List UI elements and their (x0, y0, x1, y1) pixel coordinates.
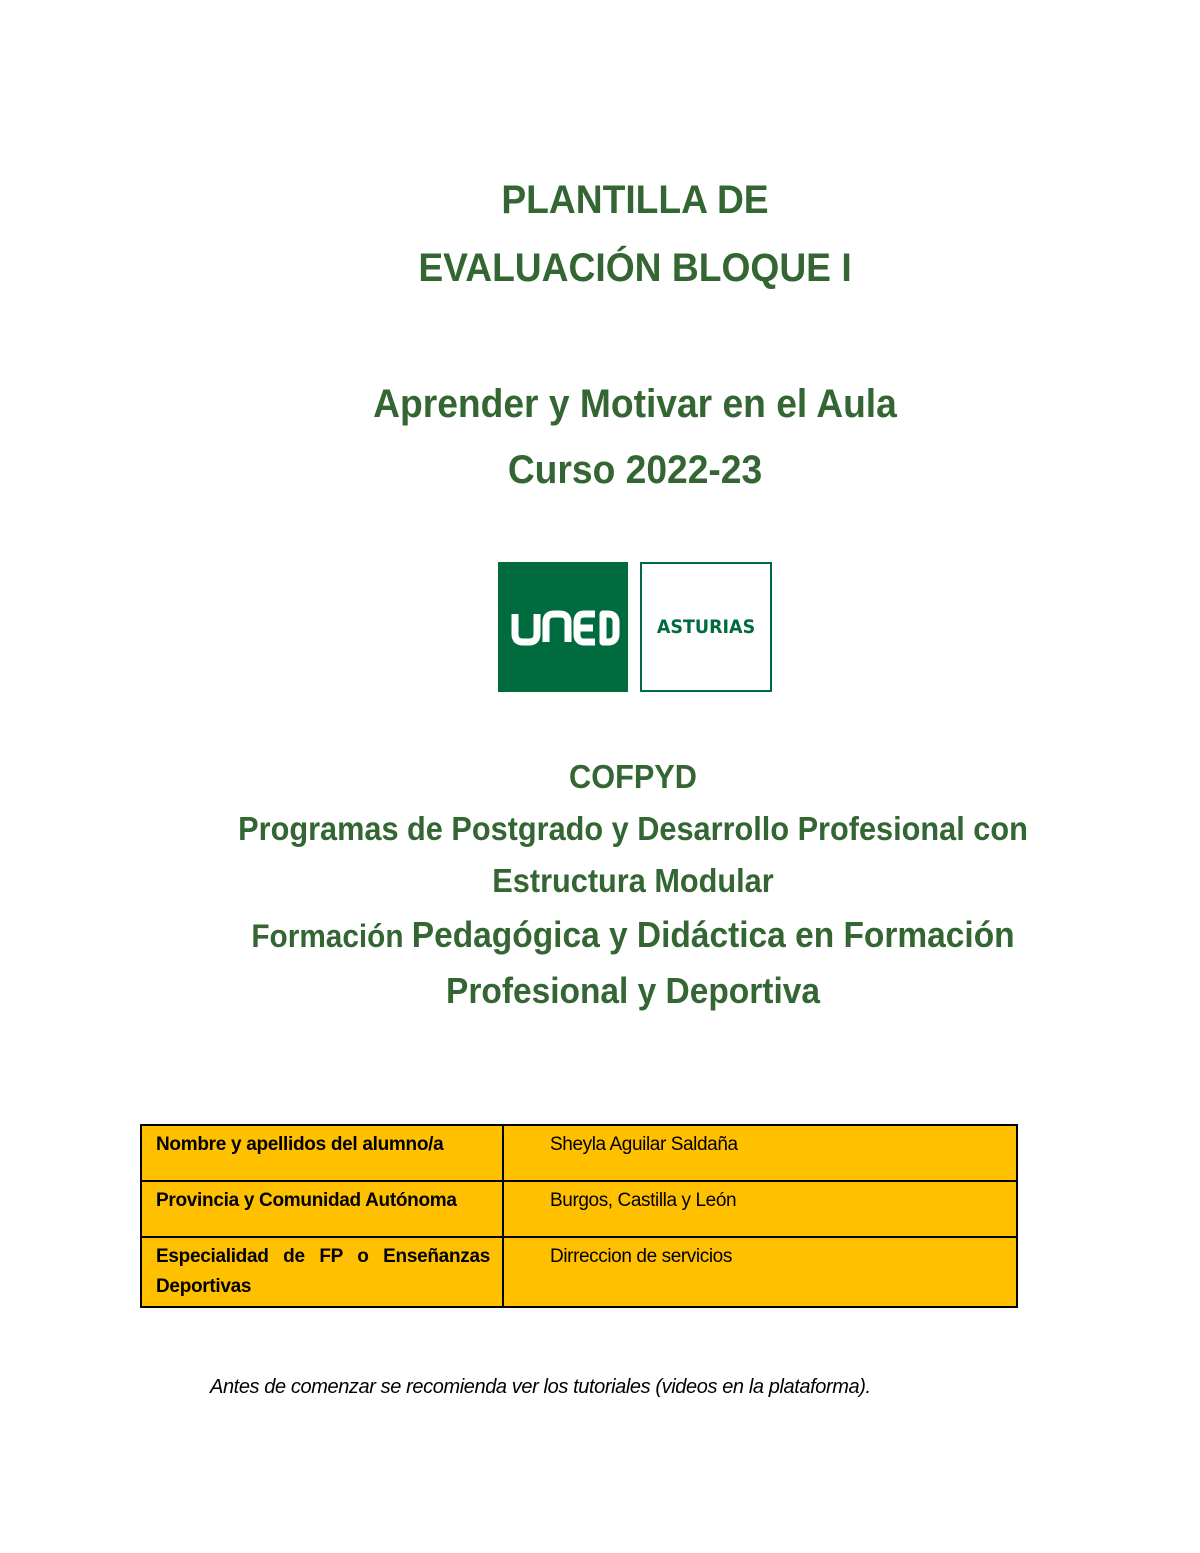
specialty-label: Especialidad de FP o Enseñanzas Deportivas (141, 1237, 503, 1307)
program-acronym: COFPYD (569, 758, 697, 795)
student-name-value: Sheyla Aguilar Saldaña (503, 1125, 1017, 1181)
course-year: Curso 2022-23 (507, 448, 763, 492)
province-value: Burgos, Castilla y León (503, 1181, 1017, 1237)
uned-wordmark-icon (498, 562, 628, 692)
program-line-3 (44, 914, 1200, 956)
table-row (141, 1125, 1017, 1181)
asturias-logo-block (640, 562, 772, 692)
uned-asturias-logo (498, 562, 772, 692)
program-line-3-rest: Pedagógica y Didáctica en Formación (411, 914, 1015, 955)
uned-logo-block (498, 562, 628, 692)
table-row (141, 1181, 1017, 1237)
title-line-2: EVALUACIÓN BLOQUE I (418, 246, 852, 290)
table-row (141, 1237, 1017, 1307)
asturias-label: ASTURIAS (656, 616, 756, 638)
program-line-4: Profesional y Deportiva (446, 970, 820, 1011)
program-line-1: Programas de Postgrado y Desarrollo Profesional con (238, 810, 1028, 847)
student-info-table (140, 1124, 1018, 1308)
tutorial-note: Antes de comenzar se recomienda ver los tutoriales (videos en la plataforma). (210, 1376, 871, 1398)
program-line-3-prefix: Formación (251, 918, 412, 954)
student-name-label: Nombre y apellidos del alumno/a (141, 1125, 503, 1181)
program-line-2: Estructura Modular (492, 862, 774, 899)
course-name: Aprender y Motivar en el Aula (373, 382, 897, 426)
title-line-1: PLANTILLA DE (501, 178, 769, 222)
province-label: Provincia y Comunidad Autónoma (141, 1181, 503, 1237)
specialty-value: Dirreccion de servicios (503, 1237, 1017, 1307)
